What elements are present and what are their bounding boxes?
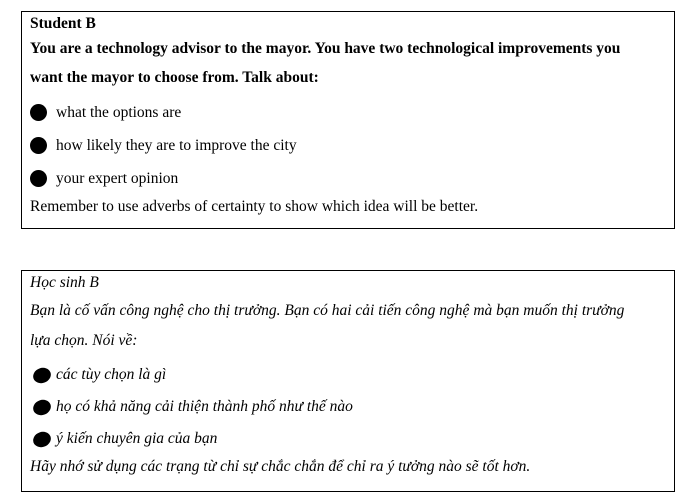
card-closing: Remember to use adverbs of certainty to show which idea will be better. — [30, 198, 479, 215]
bullet-item — [30, 129, 674, 162]
bullet-icon — [30, 170, 47, 187]
bullet-text: your expert opinion — [56, 169, 179, 187]
bullet-item — [30, 391, 674, 423]
bullet-icon — [31, 429, 53, 449]
bullet-icon — [30, 137, 47, 154]
bullet-item — [30, 96, 674, 129]
bullet-text: các tùy chọn là gì — [56, 366, 167, 383]
vietnamese-task-card — [21, 270, 675, 492]
bullet-item — [30, 359, 674, 391]
bullet-text: what the options are — [56, 103, 182, 121]
bullet-text: how likely they are to improve the city — [56, 136, 297, 154]
card-intro-line-1: You are a technology advisor to the mayor. You have two technological improvements you — [30, 40, 621, 57]
bullet-icon — [30, 104, 47, 121]
bullet-item — [30, 162, 674, 195]
bullet-item — [30, 423, 674, 455]
card-intro-line-2: lựa chọn. Nói về: — [30, 332, 138, 349]
bullet-text: họ có khả năng cải thiện thành phố như thế nào — [56, 398, 353, 415]
english-task-card — [21, 11, 675, 229]
bullet-icon — [31, 397, 53, 417]
card-closing: Hãy nhớ sử dụng các trạng từ chỉ sự chắc chắn để chỉ ra ý tưởng nào sẽ tốt hơn. — [30, 458, 531, 475]
card-title: Student B — [30, 15, 96, 32]
card-intro-line-1: Bạn là cố vấn công nghệ cho thị trưởng. Bạn có hai cải tiến công nghệ mà bạn muốn thị trưởng — [30, 302, 625, 319]
card-title: Học sinh B — [30, 274, 99, 291]
card-intro-line-2: want the mayor to choose from. Talk about: — [30, 69, 319, 86]
bullet-icon — [31, 365, 53, 385]
bullet-text: ý kiến chuyên gia của bạn — [56, 430, 218, 447]
